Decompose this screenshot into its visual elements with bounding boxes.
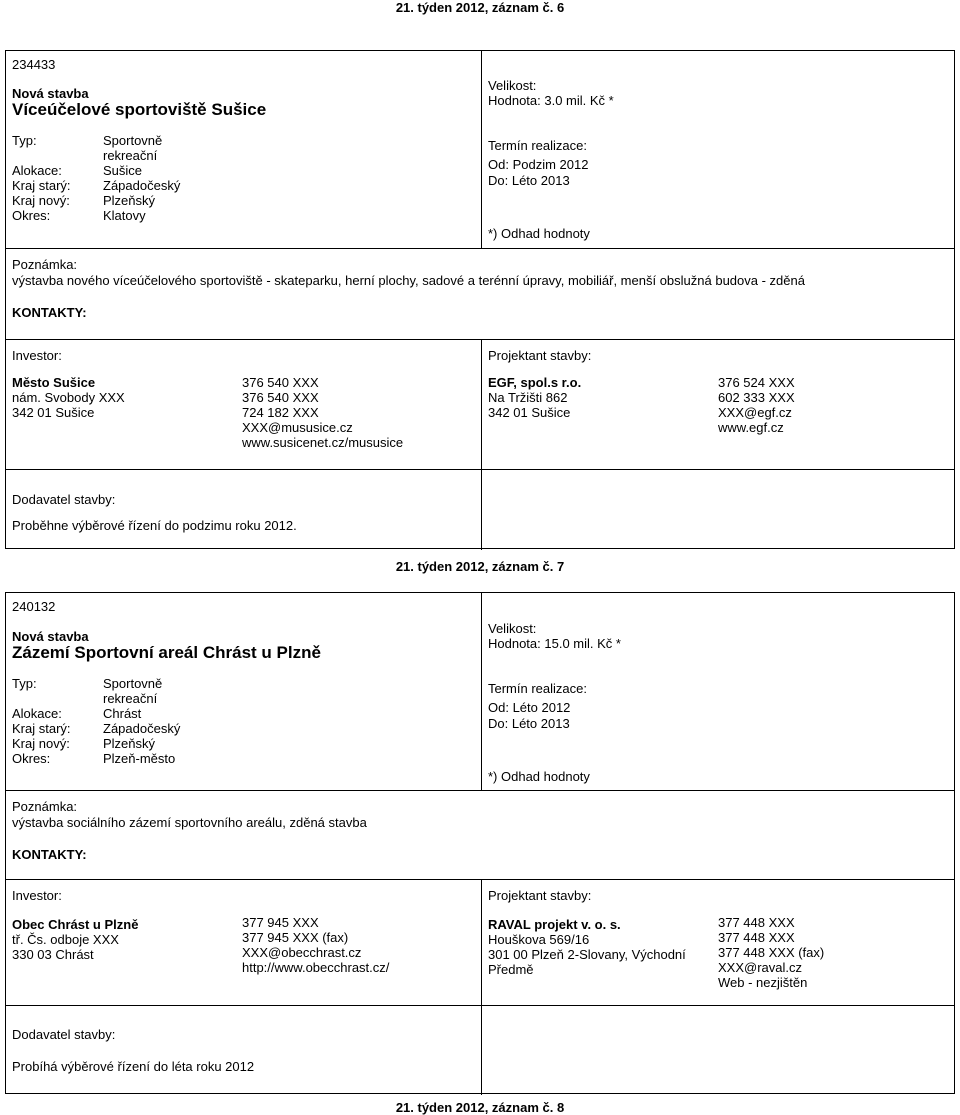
label-dodavatel: Dodavatel stavby: — [12, 1027, 116, 1042]
label-poznamka: Poznámka: — [12, 799, 78, 814]
typ-value-2: rekreační — [103, 691, 158, 706]
projektant-contacts — [718, 915, 824, 990]
label-velikost: Velikost: — [488, 621, 537, 636]
dodavatel-value: Probíhá výběrové řízení do léta roku 2012 — [12, 1059, 255, 1074]
record-7 — [5, 592, 955, 1094]
projektant-phone: 377 448 XXX — [718, 930, 795, 945]
divider — [481, 51, 482, 248]
okres-value: Plzeň-město — [103, 751, 176, 766]
projektant-email: XXX@raval.cz — [718, 960, 802, 975]
kraj-novy-value: Plzeňský — [103, 193, 156, 208]
divider — [6, 339, 954, 340]
investor-fax: 377 945 XXX (fax) — [242, 930, 349, 945]
label-alokace: Alokace: — [12, 706, 62, 721]
label-alokace: Alokace: — [12, 163, 62, 178]
investor-email: XXX@obecchrast.cz — [242, 945, 362, 960]
projektant-phone: 377 448 XXX — [718, 915, 795, 930]
kraj-novy-value: Plzeňský — [103, 736, 156, 751]
divider — [481, 469, 482, 550]
projektant-addr2: 342 01 Sušice — [488, 405, 571, 420]
record-details — [12, 133, 180, 223]
record-id: 234433 — [12, 57, 56, 72]
dodavatel-value: Proběhne výběrové řízení do podzimu roku 2012. — [12, 518, 297, 533]
investor-phone: 724 182 XXX — [242, 405, 319, 420]
typ-value: Sportovně — [103, 133, 163, 148]
typ-value-2: rekreační — [103, 148, 158, 163]
investor-contacts — [242, 375, 403, 450]
investor-addr2: 342 01 Sušice — [12, 405, 95, 420]
projektant-name: EGF, spol.s r.o. — [488, 375, 582, 390]
projektant-address — [488, 375, 581, 420]
projektant-web: Web - nezjištěn — [718, 975, 808, 990]
divider — [6, 879, 954, 880]
divider — [481, 339, 482, 469]
investor-contacts — [242, 915, 389, 975]
hodnota-value: Hodnota: 3.0 mil. Kč * — [488, 93, 614, 108]
label-typ: Typ: — [12, 676, 37, 691]
label-okres: Okres: — [12, 208, 51, 223]
record-kind: Nová stavba — [12, 86, 89, 101]
odhad-note: *) Odhad hodnoty — [488, 226, 590, 241]
projektant-addr1: Na Tržišti 862 — [488, 390, 568, 405]
divider — [6, 469, 954, 470]
termin-od: Od: Léto 2012 — [488, 700, 571, 715]
investor-name: Město Sušice — [12, 375, 96, 390]
investor-phone: 376 540 XXX — [242, 375, 319, 390]
label-investor: Investor: — [12, 348, 62, 363]
okres-value: Klatovy — [103, 208, 146, 223]
investor-phone: 377 945 XXX — [242, 915, 319, 930]
label-investor: Investor: — [12, 888, 62, 903]
record-header-bottom: 21. týden 2012, záznam č. 8 — [395, 1100, 565, 1115]
investor-name: Obec Chrást u Plzně — [12, 917, 139, 932]
label-velikost: Velikost: — [488, 78, 537, 93]
record-title: Zázemí Sportovní areál Chrást u Plzně — [12, 643, 321, 662]
kontakty-heading: KONTAKTY: — [12, 847, 87, 862]
projektant-addr1: Houškova 569/16 — [488, 932, 590, 947]
record-header-top: 21. týden 2012, záznam č. 6 — [395, 0, 565, 15]
record-header-mid: 21. týden 2012, záznam č. 7 — [395, 559, 565, 574]
kontakty-heading: KONTAKTY: — [12, 305, 87, 320]
investor-email: XXX@mususice.cz — [242, 420, 353, 435]
divider — [481, 879, 482, 1005]
investor-addr2: 330 03 Chrást — [12, 947, 94, 962]
record-title: Víceúčelové sportoviště Sušice — [12, 100, 267, 119]
label-dodavatel: Dodavatel stavby: — [12, 492, 116, 507]
investor-addr1: nám. Svobody XXX — [12, 390, 125, 405]
record-details — [12, 676, 180, 766]
investor-web: http://www.obecchrast.cz/ — [242, 960, 390, 975]
investor-phone: 376 540 XXX — [242, 390, 319, 405]
label-termin: Termín realizace: — [488, 681, 587, 696]
investor-addr1: tř. Čs. odboje XXX — [12, 932, 119, 947]
kraj-stary-value: Západočeský — [103, 721, 181, 736]
termin-od: Od: Podzim 2012 — [488, 157, 589, 172]
poznamka-value: výstavba sociálního zázemí sportovního areálu, zděná stavba — [12, 815, 367, 830]
label-poznamka: Poznámka: — [12, 257, 78, 272]
divider — [481, 593, 482, 790]
typ-value: Sportovně — [103, 676, 163, 691]
projektant-contacts — [718, 375, 795, 435]
label-projektant: Projektant stavby: — [488, 348, 592, 363]
kraj-stary-value: Západočeský — [103, 178, 181, 193]
projektant-name: RAVAL projekt v. o. s. — [488, 917, 621, 932]
projektant-phone: 376 524 XXX — [718, 375, 795, 390]
investor-address — [12, 375, 125, 420]
label-typ: Typ: — [12, 133, 37, 148]
hodnota-value: Hodnota: 15.0 mil. Kč * — [488, 636, 621, 651]
label-kraj-stary: Kraj starý: — [12, 178, 71, 193]
projektant-addr2: 301 00 Plzeň 2-Slovany, Východní — [488, 947, 686, 962]
divider — [481, 1005, 482, 1095]
projektant-phone: 602 333 XXX — [718, 390, 795, 405]
label-termin: Termín realizace: — [488, 138, 587, 153]
projektant-addr3: Předmě — [488, 962, 534, 977]
investor-address — [12, 917, 138, 962]
alokace-value: Chrást — [103, 706, 142, 721]
termin-do: Do: Léto 2013 — [488, 173, 570, 188]
projektant-web: www.egf.cz — [718, 420, 784, 435]
investor-web: www.susicenet.cz/mususice — [242, 435, 404, 450]
label-kraj-novy: Kraj nový: — [12, 193, 70, 208]
projektant-address — [488, 917, 686, 977]
label-kraj-novy: Kraj nový: — [12, 736, 70, 751]
record-6 — [5, 50, 955, 549]
poznamka-value: výstavba nového víceúčelového sportoviště - skateparku, herní plochy, sadové a terénní úpravy, mobiliář, menší obslužná budova - zděná — [12, 273, 805, 288]
termin-do: Do: Léto 2013 — [488, 716, 570, 731]
record-id: 240132 — [12, 599, 56, 614]
divider — [6, 790, 954, 791]
alokace-value: Sušice — [103, 163, 143, 178]
divider — [6, 248, 954, 249]
projektant-fax: 377 448 XXX (fax) — [718, 945, 825, 960]
divider — [6, 1005, 954, 1006]
label-projektant: Projektant stavby: — [488, 888, 592, 903]
odhad-note: *) Odhad hodnoty — [488, 769, 590, 784]
label-okres: Okres: — [12, 751, 51, 766]
projektant-email: XXX@egf.cz — [718, 405, 792, 420]
record-kind: Nová stavba — [12, 629, 89, 644]
label-kraj-stary: Kraj starý: — [12, 721, 71, 736]
